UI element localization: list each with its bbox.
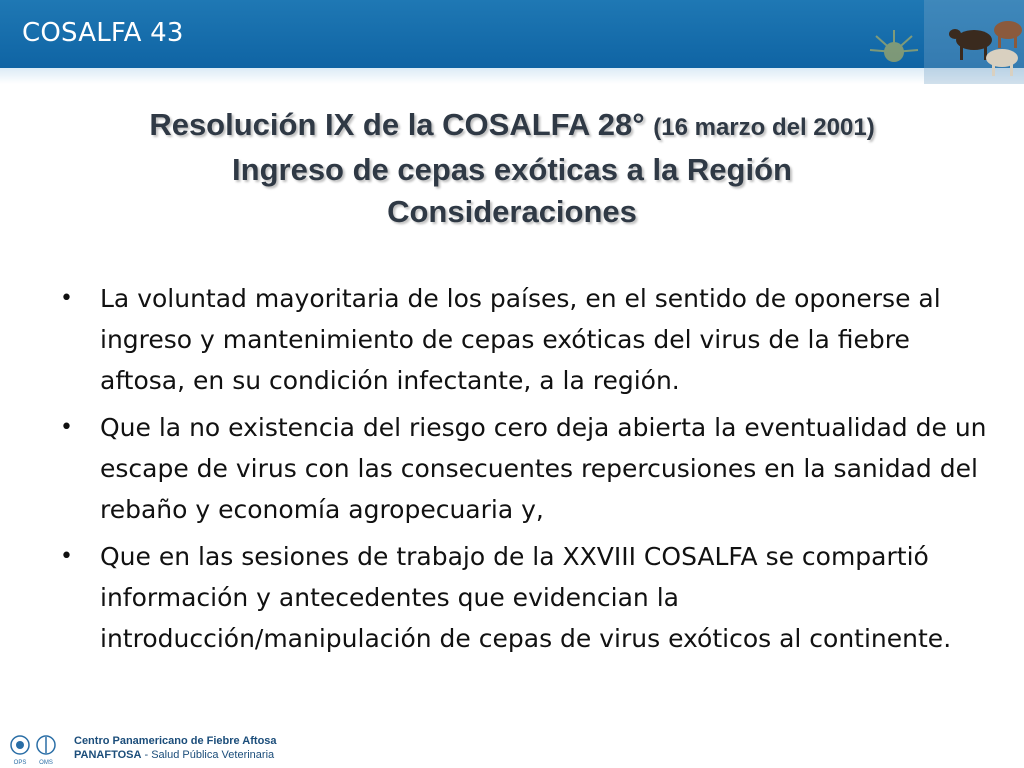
footer-separator: - [141,749,152,761]
footer-org-name: Centro Panamericano de Fiebre Aftosa [74,735,277,747]
bullet-item [60,536,990,659]
footer-org-short: PANAFTOSA [74,749,142,761]
bullet-text: Que la no existencia del riesgo cero deja abierta la eventualidad de un escape de virus con las consecuentes repercusiones en la sanidad del rebaño y economía agropecuaria y, [100,413,987,524]
footer [8,730,308,766]
title-line-3: Consideraciones [387,194,637,229]
cattle-emblem-icon [824,0,1024,84]
title-resolution: Resolución IX de la COSALFA 28° [149,107,645,142]
bullet-text: La voluntad mayoritaria de los países, en el sentido de oponerse al ingreso y mantenimiento de cepas exóticas del virus de la fiebre aftosa, en su condición infectante, a la región. [100,284,941,395]
footer-org-desc: Salud Pública Veterinaria [151,749,275,761]
header-title: COSALFA 43 [22,18,184,48]
title-line-2: Ingreso de cepas exóticas a la Región [232,152,792,187]
ops-label: OPS [13,760,27,766]
ops-oms-logo-icon [8,732,68,766]
bullet-item [60,407,990,530]
bullet-icon: • [60,415,73,440]
bullet-icon: • [60,286,73,311]
oms-label: OMS [39,760,53,766]
bullet-list [60,278,990,665]
bullet-item [60,278,990,401]
footer-text [74,734,277,762]
bullet-icon: • [60,544,73,569]
title-line-1 [40,104,984,149]
title-date: (16 marzo del 2001) [653,114,875,141]
slide-title [40,104,984,233]
bullet-text: Que en las sesiones de trabajo de la XXVIII COSALFA se compartió información y antecedentes que evidencian la introducción/manipulación de cepas de virus exóticos al continente. [100,542,952,653]
footer-org-line [74,748,277,762]
